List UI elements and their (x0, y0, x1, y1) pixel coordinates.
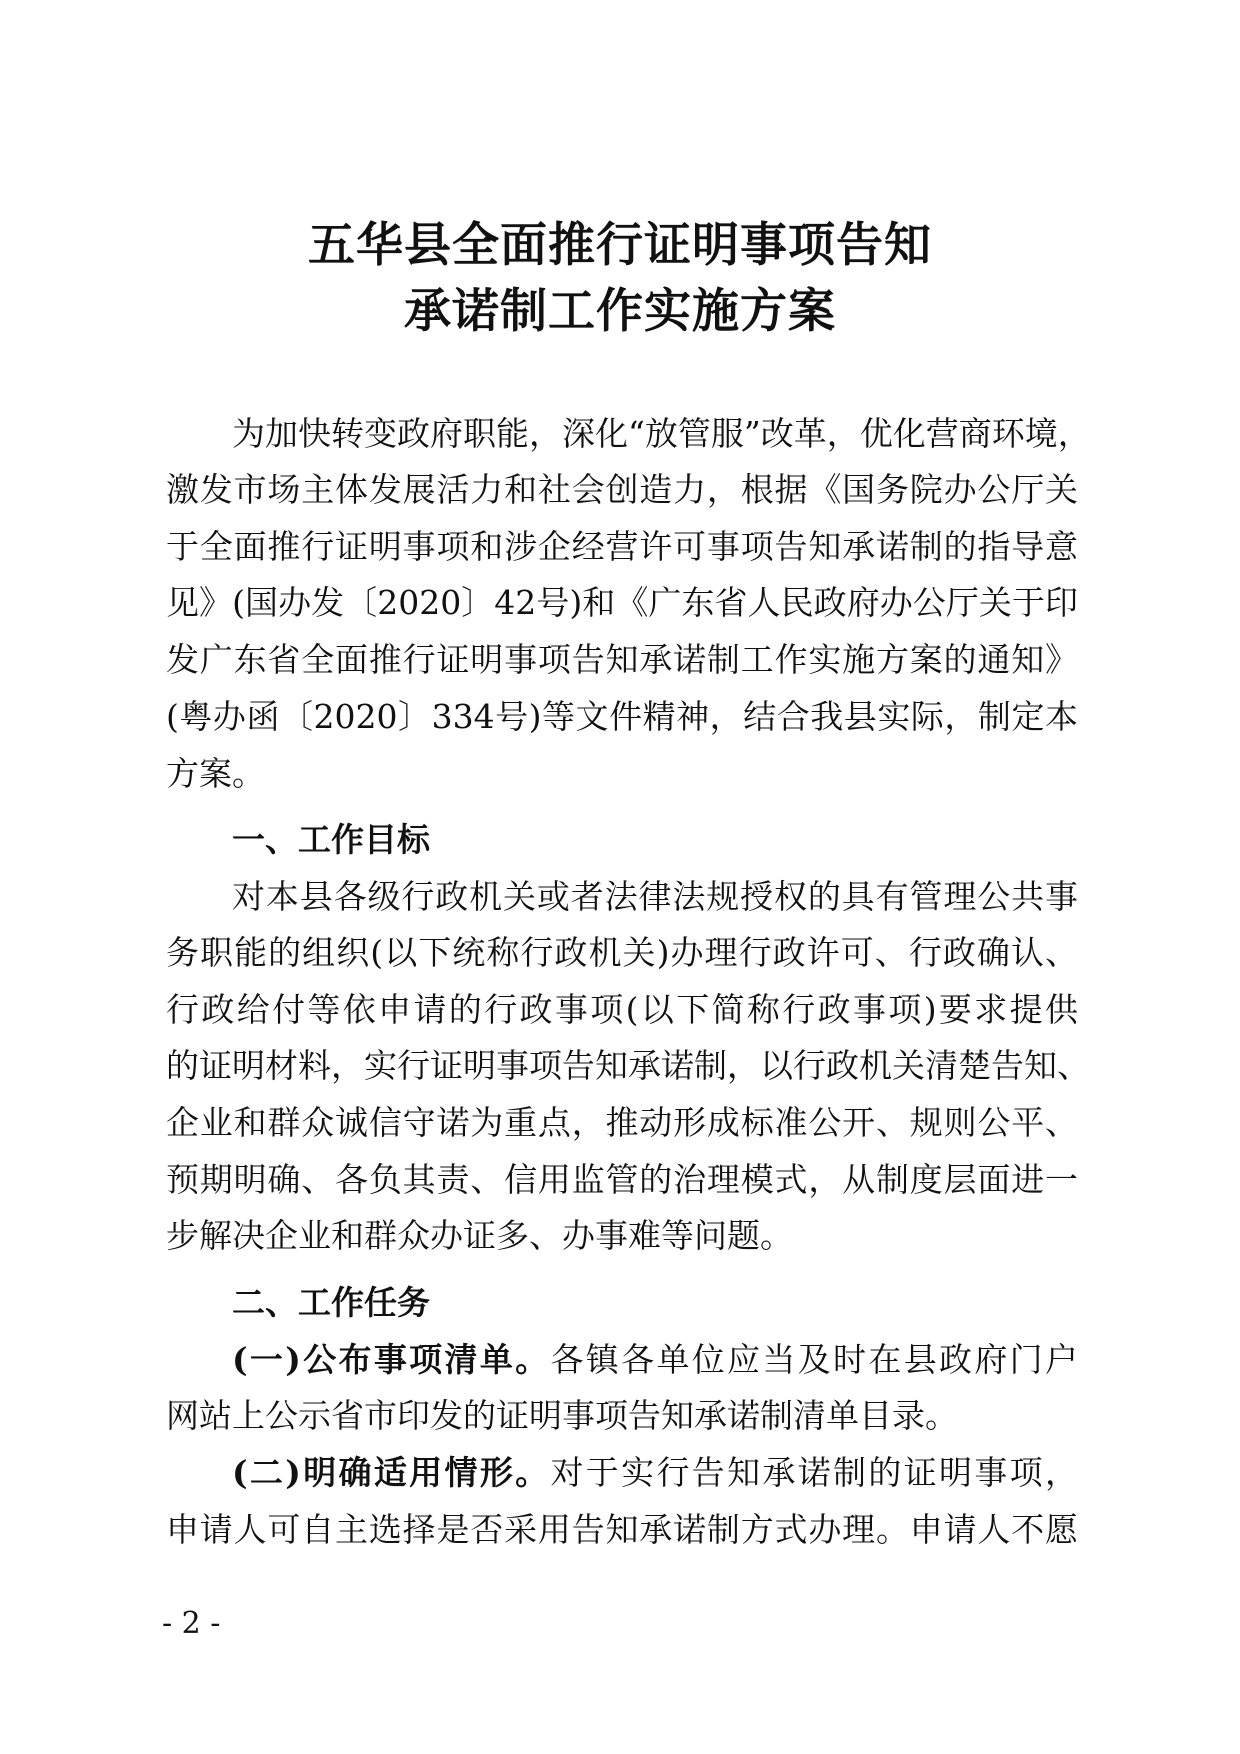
section1-line-5: 企业和群众诚信守诺为重点，推动形成标准公开、规则公平、 (166, 1103, 1078, 1142)
task-item-1-heading: (一)公布事项清单。 (232, 1340, 551, 1379)
task-item-1-line-2: 网站上公示省市印发的证明事项告知承诺制清单目录。 (166, 1396, 958, 1435)
intro-line-1: 为加快转变政府职能，深化“放管服”改革，优化营商环境， (232, 414, 1091, 453)
document-title-line-2: 承诺制工作实施方案 (404, 284, 836, 339)
intro-line-2: 激发市场主体发展活力和社会创造力，根据《国务院办公厅关 (166, 470, 1078, 509)
intro-line-7: 方案。 (166, 754, 265, 793)
intro-line-6: (粤办函〔2020〕334号)等文件精神，结合我县实际，制定本 (166, 697, 1078, 736)
section1-line-1: 对本县各级行政机关或者法律法规授权的具有管理公共事 (232, 877, 1078, 916)
section1-line-3: 行政给付等依申请的行政事项(以下简称行政事项)要求提供 (166, 990, 1078, 1029)
task-item-2-line-2: 申请人可自主选择是否采用告知承诺制方式办理。申请人不愿 (166, 1510, 1078, 1549)
section1-line-2: 务职能的组织(以下统称行政机关)办理行政许可、行政确认、 (166, 933, 1078, 972)
task-item-1-line-1 (232, 1340, 1078, 1380)
task-item-1-text: 各镇各单位应当及时在县政府门户 (550, 1340, 1078, 1379)
section1-line-4: 的证明材料，实行证明事项告知承诺制，以行政机关清楚告知、 (166, 1046, 1090, 1085)
document-title-line-1: 五华县全面推行证明事项告知 (308, 218, 932, 273)
intro-line-5: 发广东省全面推行证明事项告知承诺制工作实施方案的通知》 (166, 640, 1078, 679)
page-number: - 2 - (162, 1606, 221, 1641)
task-item-2-line-1 (232, 1453, 1078, 1493)
section1-line-6: 预期明确、各负其责、信用监管的治理模式，从制度层面进一 (166, 1160, 1078, 1199)
task-item-2-text: 对于实行告知承诺制的证明事项， (550, 1453, 1078, 1492)
task-item-2-heading: (二)明确适用情形。 (232, 1453, 551, 1492)
section1-line-7: 步解决企业和群众办证多、办事难等问题。 (166, 1216, 793, 1255)
section-heading-work-tasks: 二、工作任务 (232, 1283, 430, 1322)
intro-line-4: 见》(国办发〔2020〕42号)和《广东省人民政府办公厅关于印 (166, 583, 1078, 622)
intro-line-3: 于全面推行证明事项和涉企经营许可事项告知承诺制的指导意 (166, 527, 1078, 566)
section-heading-work-goals: 一、工作目标 (232, 820, 430, 859)
